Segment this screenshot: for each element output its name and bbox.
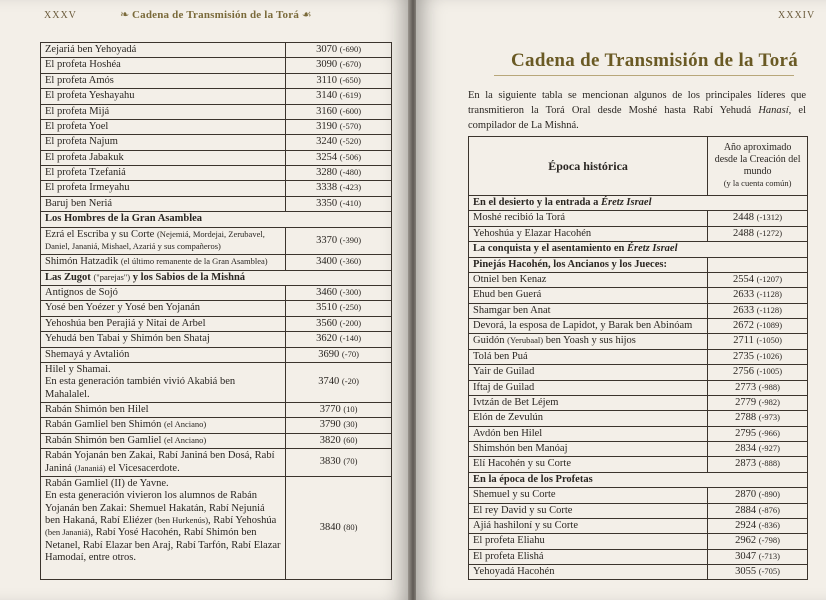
table-row: Baruj ben Neriá 3350 (-410) bbox=[41, 196, 392, 211]
table-row: El profeta Mijá 3160 (-600) bbox=[41, 104, 392, 119]
table-row: Moshé recibió la Torá 2448 (-1312) bbox=[469, 211, 808, 226]
table-row: El profeta Elishá 3047 (-713) bbox=[469, 549, 808, 564]
table-row: Shemuel y su Corte 2870 (-890) bbox=[469, 488, 808, 503]
right-page bbox=[416, 0, 826, 600]
table-row: Shimshón ben Manóaj 2834 (-927) bbox=[469, 442, 808, 457]
section-row: Pinejás Hacohén, los Ancianos y los Jueces: bbox=[469, 257, 808, 272]
section-row: Los Hombres de la Gran Asamblea bbox=[41, 212, 392, 227]
table-row: Yair de Guilad 2756 (-1005) bbox=[469, 365, 808, 380]
table-row: Ehud ben Guerá 2633 (-1128) bbox=[469, 288, 808, 303]
table-row: Tolá ben Puá 2735 (-1026) bbox=[469, 349, 808, 364]
table-row: Yehoyadá Hacohén 3055 (-705) bbox=[469, 565, 808, 580]
table-row: Shimón Hatzadik (el último remanente de la Gran Asamblea) 3400 (-360) bbox=[41, 255, 392, 270]
table-row: El profeta Yoel 3190 (-570) bbox=[41, 119, 392, 134]
table-row: El profeta Amós 3110 (-650) bbox=[41, 73, 392, 88]
table-row: El profeta Irmeyahu 3338 (-423) bbox=[41, 181, 392, 196]
table-row: Elí Hacohén y su Corte 2873 (-888) bbox=[469, 457, 808, 472]
chain-table bbox=[468, 136, 808, 580]
table-header: Época histórica Año aproximado desde la Creación del mundo (y la cuenta común) bbox=[469, 137, 808, 196]
page-number: XXXIV bbox=[778, 10, 816, 21]
table-row: Yehudá ben Tabai y Shimón ben Shataj 3620 (-140) bbox=[41, 332, 392, 347]
table-row: Rabán Shimón ben Hilel 3770 (10) bbox=[41, 403, 392, 418]
table-row: Rabán Gamliel (II) de Yavne. En esta generación vivieron los alumnos de Rabán Yojanán ben Zakai: Shemuel Hakatán, Rabí Nejuniá ben Hakaná, Rabí Eliézer (ben Hurkenús), Rabí Yehoshúa (ben Jananiá), Rabí Yosé Hacohén, Rabí Shimón ben Netanel, Rabí Elazar ben Araj, Rabí Tarfón, Rabí Elazar Hamodaí, entre otros. 3840 (80) bbox=[41, 476, 392, 579]
table-row: Rabán Gamliel ben Shimón (el Anciano) 3790 (30) bbox=[41, 418, 392, 433]
running-head: ❧ Cadena de Transmisión de la Torá ☙ bbox=[120, 9, 312, 21]
table-row: Zejariá ben Yehoyadá 3070 (-690) bbox=[41, 43, 392, 58]
table-row: El profeta Tzefaniá 3280 (-480) bbox=[41, 166, 392, 181]
table-row: Yehoshúa ben Perajiá y Nitai de Arbel 3560 (-200) bbox=[41, 316, 392, 331]
table-row: El rey David y su Corte 2884 (-876) bbox=[469, 503, 808, 518]
section-row: En la época de los Profetas bbox=[469, 472, 808, 487]
table-row: Avdón ben Hilel 2795 (-966) bbox=[469, 426, 808, 441]
page-title: Cadena de Transmisión de la Torá bbox=[511, 50, 799, 71]
table-row: Rabán Yojanán ben Zakai, Rabí Janiná ben Dosá, Rabí Janiná (Jananiá) el Vicesacerdote. 3830 (70) bbox=[41, 449, 392, 477]
table-row: Yehoshúa y Elazar Hacohén 2488 (-1272) bbox=[469, 226, 808, 241]
chain-table-continued bbox=[40, 42, 392, 580]
ornament-icon: ☙ bbox=[299, 9, 312, 21]
table-row: Otniel ben Kenaz 2554 (-1207) bbox=[469, 272, 808, 287]
ornament-icon: ❧ bbox=[120, 9, 132, 21]
table-row: Shamgar ben Anat 2633 (-1128) bbox=[469, 303, 808, 318]
table-row: Devorá, la esposa de Lapidot, y Barak ben Abinóam 2672 (-1089) bbox=[469, 319, 808, 334]
table-row: Iftaj de Guilad 2773 (-988) bbox=[469, 380, 808, 395]
left-page bbox=[0, 0, 410, 600]
table-row: El profeta Jabakuk 3254 (-506) bbox=[41, 150, 392, 165]
page-number: XXXV bbox=[44, 10, 77, 21]
table-row: Shemayá y Avtalión 3690 (-70) bbox=[41, 347, 392, 362]
table-row: El profeta Yeshayahu 3140 (-619) bbox=[41, 89, 392, 104]
table-row: Elón de Zevulún 2788 (-973) bbox=[469, 411, 808, 426]
table-row: Hilel y Shamai. En esta generación también vivió Akabiá ben Mahalalel. 3740 (-20) bbox=[41, 362, 392, 402]
table-row: Ajiá hashiloní y su Corte 2924 (-836) bbox=[469, 518, 808, 533]
section-row: Las Zugot ("parejas") y los Sabios de la Mishná bbox=[41, 270, 392, 285]
section-row: La conquista y el asentamiento en Éretz Israel bbox=[469, 242, 808, 257]
table-row: Guidón (Yerubaal) ben Yoash y sus hijos 2711 (-1050) bbox=[469, 334, 808, 349]
table-row: El profeta Hoshéa 3090 (-670) bbox=[41, 58, 392, 73]
intro-paragraph: En la siguiente tabla se mencionan algunos de los principales líderes que transmitieron la Torá Oral desde Moshé hasta Rabí Yehudá Hanasí, el compilador de La Mishná. bbox=[468, 90, 806, 132]
table-row: El profeta Najum 3240 (-520) bbox=[41, 135, 392, 150]
table-row: Ivtzán de Bet Léjem 2779 (-982) bbox=[469, 395, 808, 410]
table-row: Yosé ben Yoézer y Yosé ben Yojanán 3510 (-250) bbox=[41, 301, 392, 316]
table-row: Antignos de Sojó 3460 (-300) bbox=[41, 286, 392, 301]
table-row: Ezrá el Escriba y su Corte (Nejemiá, Mordejai, Zerubavel, Daniel, Jananiá, Mishael, Azariá y sus compañeros) 3370 (-390) bbox=[41, 227, 392, 255]
table-row: Rabán Shimón ben Gamliel (el Anciano) 3820 (60) bbox=[41, 433, 392, 448]
title-rule bbox=[494, 75, 794, 76]
section-row: En el desierto y la entrada a Éretz Israel bbox=[469, 196, 808, 211]
table-row: El profeta Eliahu 2962 (-798) bbox=[469, 534, 808, 549]
